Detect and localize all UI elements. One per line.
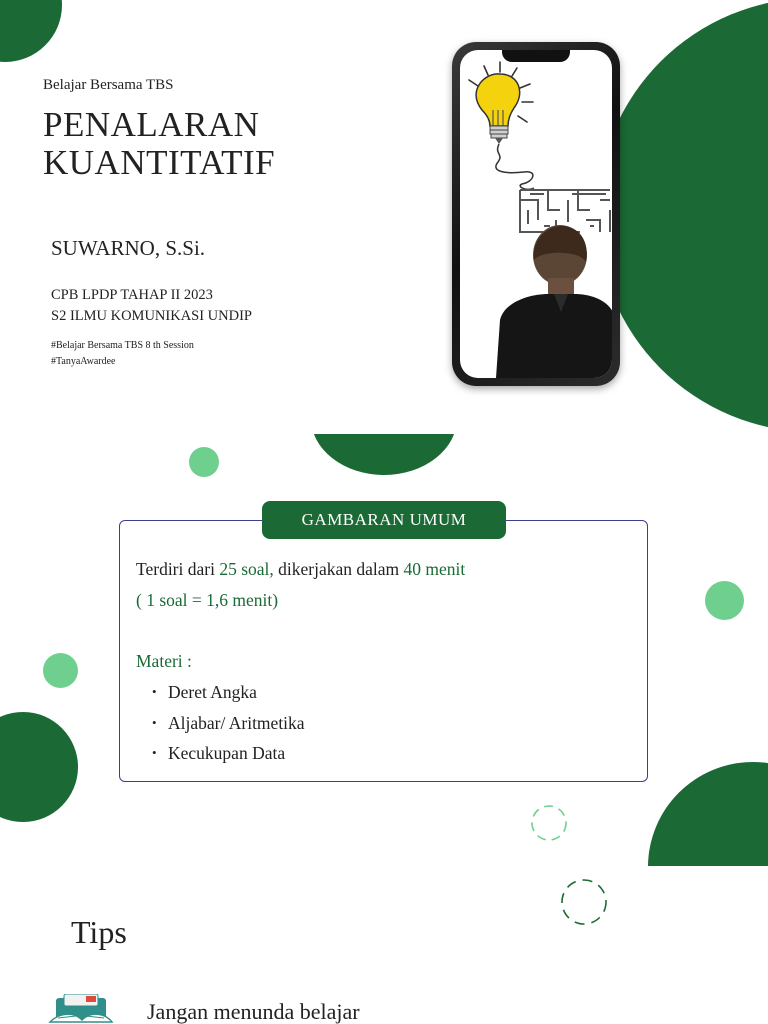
question-count: 25 soal,: [219, 559, 274, 579]
info-line-2: S2 ILMU KOMUNIKASI UNDIP: [51, 308, 252, 324]
hashtags: [51, 338, 194, 370]
decor-dot-left: [43, 653, 78, 688]
time-limit: 40 menit: [403, 559, 466, 579]
tips-slide: [0, 868, 768, 1024]
author-info: [51, 285, 252, 327]
decor-half-circle-top: [311, 434, 457, 475]
title-line-1: PENALARAN: [43, 105, 260, 144]
lightbulb-maze-person-illustration: [460, 50, 612, 378]
decor-circle-right-large: [597, 0, 768, 432]
decor-dashed-circle: [529, 803, 569, 843]
phone-screen: [460, 50, 612, 378]
phone-mockup: [452, 42, 620, 386]
summary-mid: dikerjakan dalam: [273, 559, 404, 579]
decor-circle-bottom-right: [648, 762, 768, 866]
summary-line: [136, 559, 465, 580]
decor-circle-left: [0, 712, 78, 822]
bullet-icon: •: [152, 714, 157, 730]
materi-list: [152, 677, 305, 769]
tips-title: Tips: [71, 914, 127, 950]
tip-item: Jangan menunda belajar: [147, 999, 360, 1024]
list-item: [152, 738, 305, 769]
decor-circle-top-left: [0, 0, 62, 62]
list-item: [152, 708, 305, 739]
decor-dashed-circle: [560, 878, 610, 928]
kicker-text: Belajar Bersama TBS: [43, 77, 174, 93]
summary-prefix: Terdiri dari: [136, 559, 220, 579]
list-item-label: Kecukupan Data: [168, 743, 286, 763]
bullet-icon: •: [152, 684, 157, 699]
list-item-label: Deret Angka: [168, 682, 257, 702]
title-slide: [0, 0, 768, 432]
overview-card: [119, 520, 648, 782]
materi-label: Materi :: [136, 651, 192, 671]
author-name: SUWARNO, S.Si.: [51, 236, 206, 260]
list-item: [152, 677, 305, 708]
time-per-question: ( 1 soal = 1,6 menit): [136, 590, 279, 610]
hashtag-1: #Belajar Bersama TBS 8 th Session: [51, 340, 194, 351]
study-books-icon: [46, 994, 116, 1024]
hashtag-2: #TanyaAwardee: [51, 356, 116, 367]
overview-slide: [0, 434, 768, 866]
list-item-label: Aljabar/ Aritmetika: [168, 712, 305, 733]
card-title-badge: GAMBARAN UMUM: [262, 501, 506, 539]
title-line-2: KUANTITATIF: [43, 143, 276, 182]
decor-dot-right: [705, 581, 744, 620]
bullet-icon: •: [152, 745, 157, 760]
info-line-1: CPB LPDP TAHAP II 2023: [51, 287, 213, 303]
phone-notch: [502, 50, 570, 62]
page-title: [43, 106, 275, 182]
decor-dot-small: [189, 447, 219, 477]
